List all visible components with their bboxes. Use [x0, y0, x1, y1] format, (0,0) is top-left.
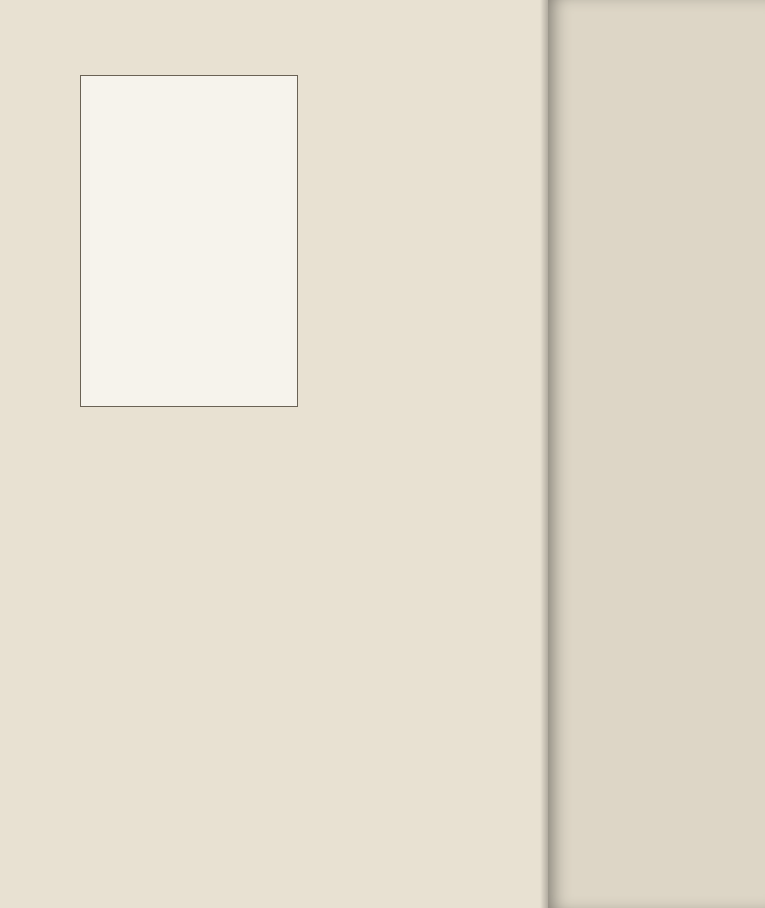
- right-page-toc: [548, 0, 765, 908]
- entry-body: [430, 455, 476, 785]
- entry-body: [305, 75, 385, 405]
- toc-upper: [556, 20, 761, 415]
- entry-body: [270, 455, 396, 785]
- toc-lower: [556, 440, 761, 860]
- entry-body: [40, 455, 100, 785]
- entry-body: [130, 455, 236, 785]
- calligraphy-plate: [80, 75, 298, 407]
